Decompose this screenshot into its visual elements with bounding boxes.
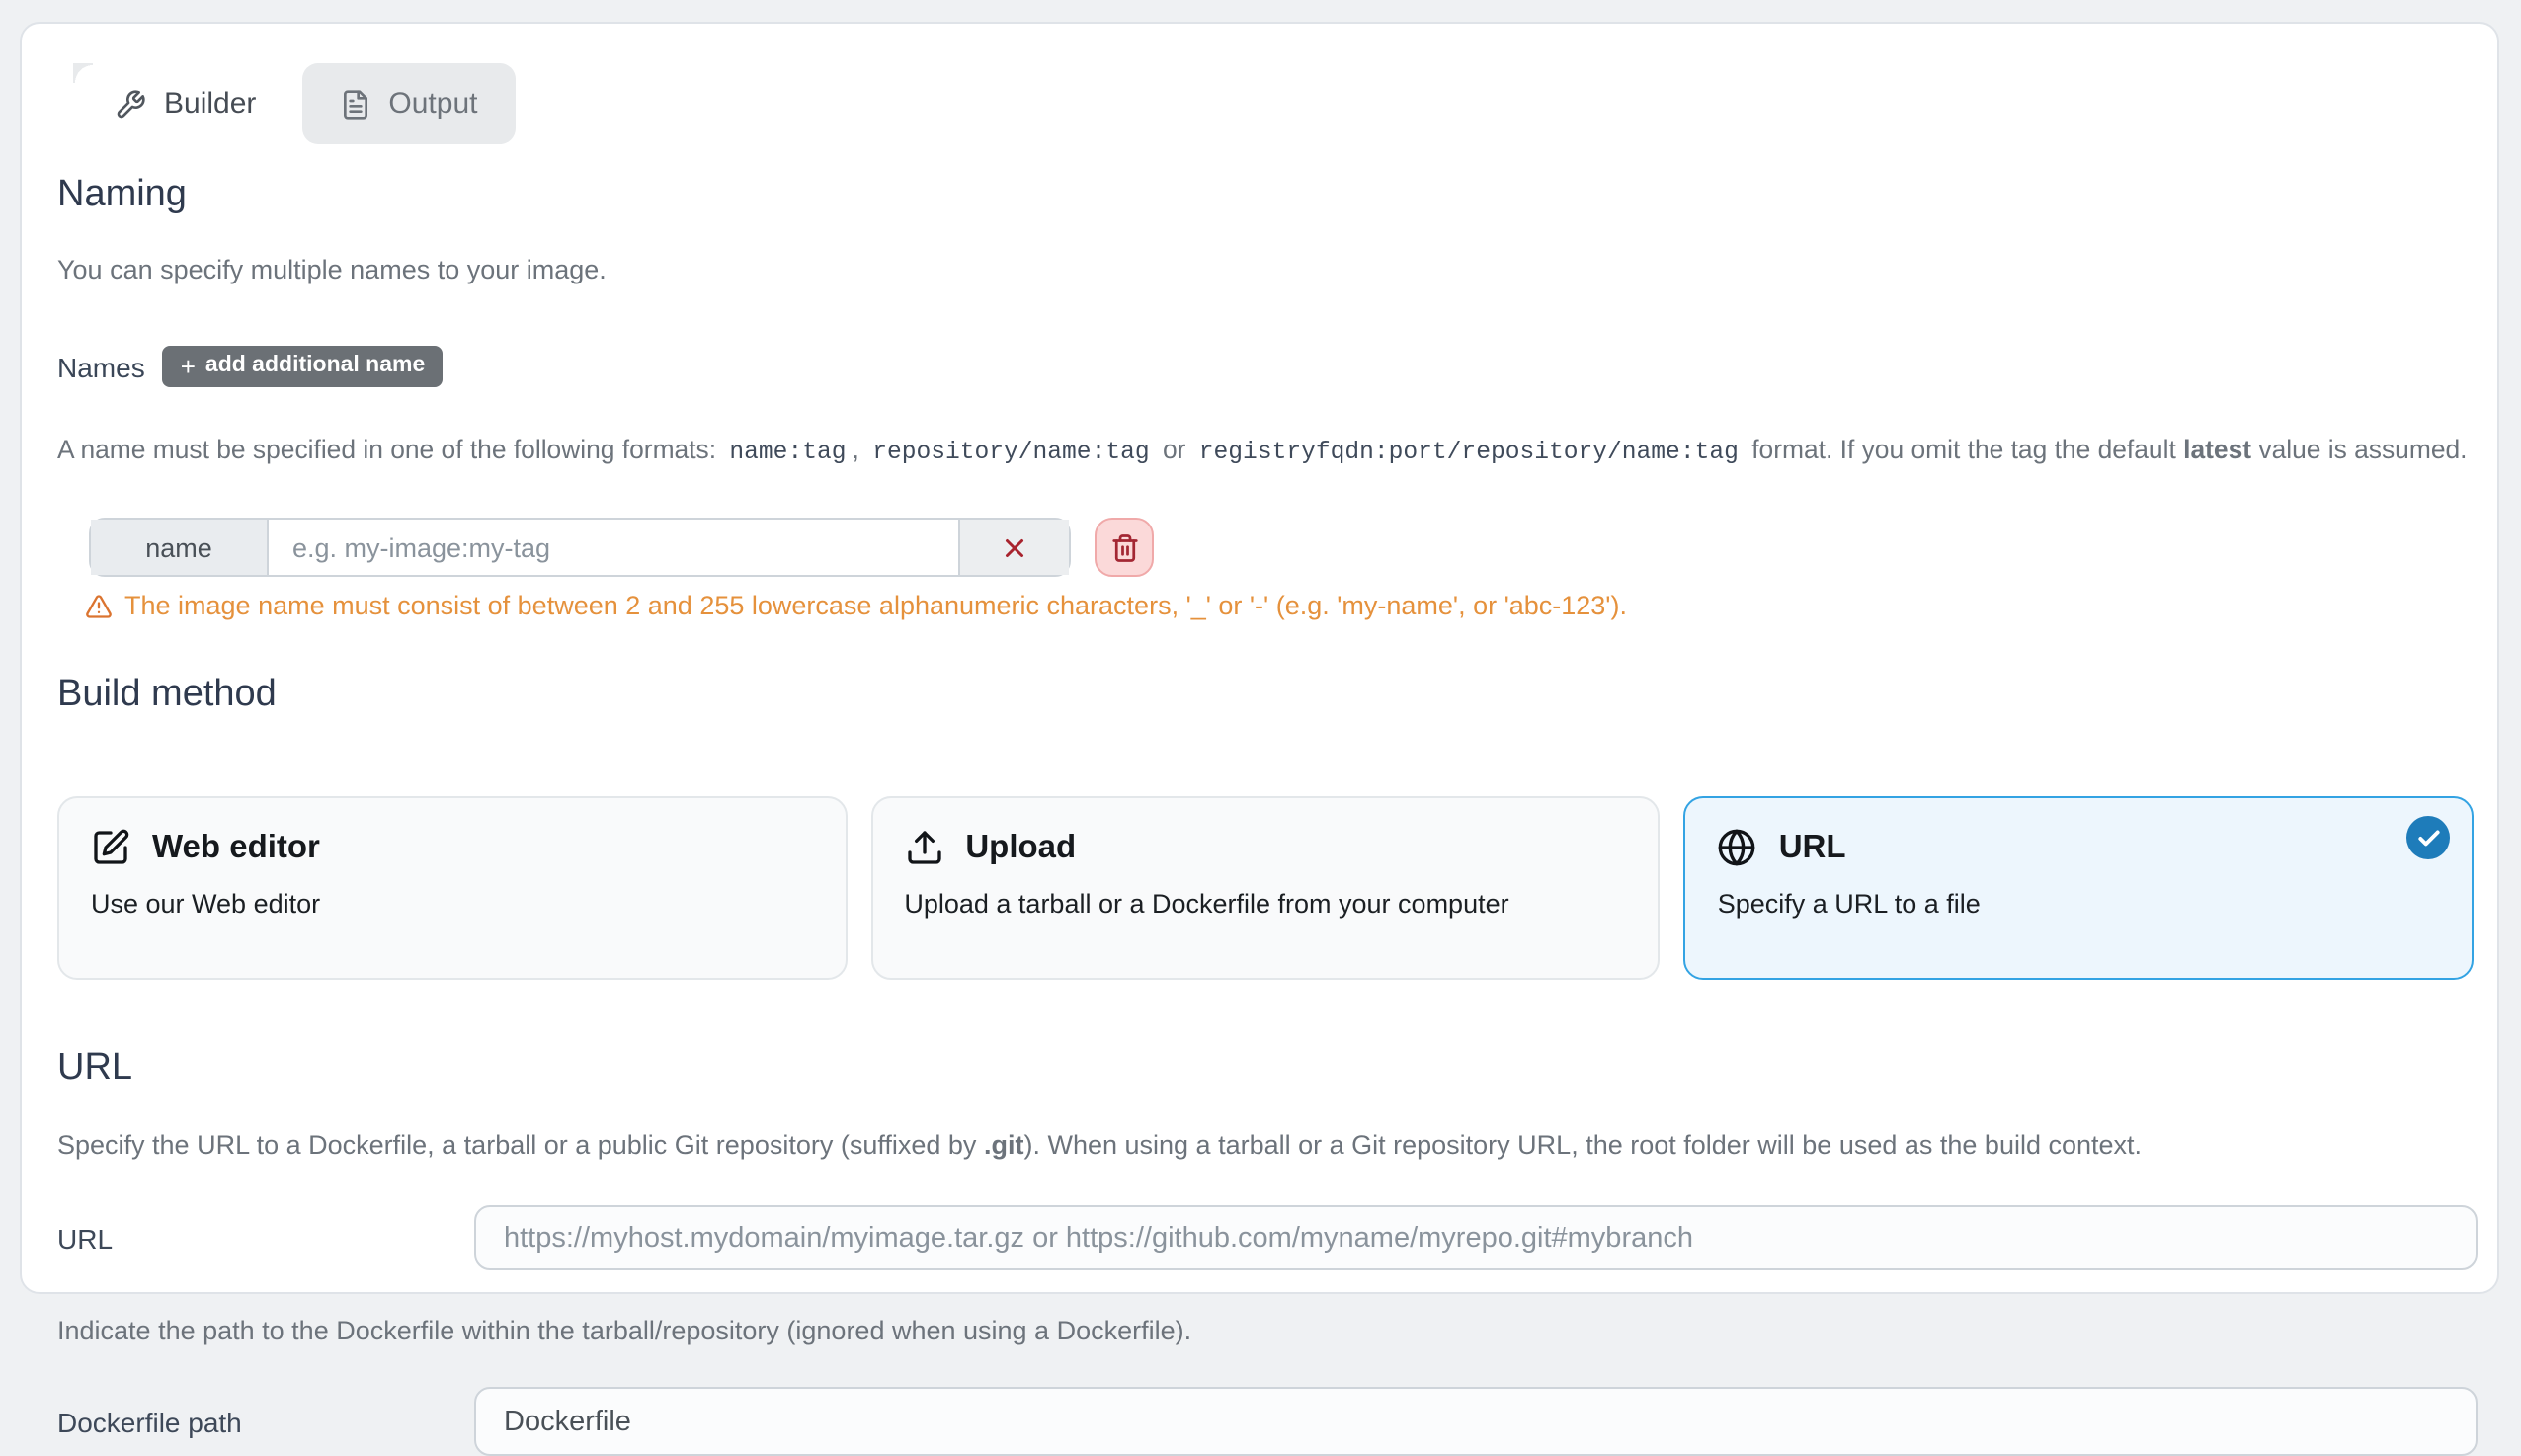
url-label: URL [57, 1222, 114, 1254]
format-code-repository-name-tag: repository/name:tag [872, 439, 1150, 466]
warning-text: The image name must consist of between 2 and 255 lowercase alphanumeric characters, '_' or '-' (e.g. 'my-name', or 'abc-123'). [124, 591, 1627, 620]
tab-output[interactable] [301, 63, 515, 144]
build-method-options [57, 796, 2474, 980]
naming-description: You can specify multiple names to your image. [57, 255, 607, 284]
build-image-widget [20, 22, 2499, 1437]
format-separator-2: or [1162, 435, 1186, 464]
clear-name-button[interactable] [958, 520, 1069, 575]
name-input-row [89, 518, 2478, 577]
x-icon [1000, 532, 1029, 562]
dockerfile-note: Indicate the path to the Dockerfile within the tarball/repository (ignored when using a Dockerfile). [57, 1316, 1192, 1345]
build-method-option-url[interactable] [1684, 796, 2474, 980]
build-method-option-upload[interactable] [870, 796, 1660, 980]
option-subtitle: Use our Web editor [91, 889, 321, 919]
add-additional-name-button[interactable] [163, 346, 444, 387]
format-latest-bold: latest [2183, 435, 2252, 464]
tabstrip-corner [73, 63, 93, 83]
tab-builder[interactable] [77, 63, 293, 144]
names-label: Names [57, 351, 145, 382]
url-description-part2: ). When using a tarball or a Git repository URL, the root folder will be used as the build context. [1023, 1130, 2143, 1160]
url-description-git-bold: .git [983, 1130, 1024, 1160]
alert-triangle-icon [85, 592, 113, 619]
add-button-label: add additional name [204, 354, 426, 377]
name-validation-warning [85, 591, 2478, 620]
tab-builder-label: Builder [164, 87, 257, 121]
format-outro-1: format. If you omit the tag the default [1751, 435, 2176, 464]
format-code-registry-fqdn: registryfqdn:port/repository/name:tag [1198, 439, 1739, 466]
dockerfile-path-row [57, 1387, 2478, 1456]
name-format-hint [57, 431, 2478, 472]
tab-output-label: Output [388, 87, 478, 121]
trash-icon [1109, 532, 1139, 562]
section-title-url: URL [57, 1047, 133, 1089]
format-intro: A name must be specified in one of the following formats: [57, 435, 717, 464]
option-title: URL [1778, 829, 1846, 864]
name-input-group [89, 518, 1071, 577]
dockerfile-path-label: Dockerfile path [57, 1406, 242, 1437]
image-name-input[interactable] [269, 520, 958, 575]
url-input[interactable] [474, 1205, 2478, 1270]
build-method-option-web-editor[interactable] [57, 796, 847, 980]
names-row [57, 346, 2478, 387]
url-description [57, 1126, 2478, 1166]
format-separator-1: , [852, 435, 859, 464]
url-field-row [57, 1205, 2478, 1270]
globe-icon [1718, 828, 1757, 867]
plus-icon: + [180, 351, 196, 380]
url-description-part1: Specify the URL to a Dockerfile, a tarball or a public Git repository (suffixed by [57, 1130, 977, 1160]
option-title: Upload [965, 829, 1077, 864]
name-prefix-addon: name [91, 520, 269, 575]
tab-strip [77, 63, 2478, 144]
option-title: Web editor [152, 829, 320, 864]
format-outro-2: value is assumed. [2258, 435, 2468, 464]
edit-icon [91, 828, 130, 867]
wrench-icon [115, 88, 146, 120]
dockerfile-path-input[interactable] [474, 1387, 2478, 1456]
option-subtitle: Specify a URL to a file [1717, 889, 1981, 919]
check-icon [2415, 825, 2441, 850]
option-subtitle: Upload a tarball or a Dockerfile from your computer [904, 889, 1509, 919]
file-text-icon [339, 88, 370, 120]
selected-check-badge [2406, 816, 2450, 859]
section-title-build-method: Build method [57, 674, 277, 715]
format-code-name-tag: name:tag [729, 439, 847, 466]
section-title-naming: Naming [57, 174, 187, 215]
delete-name-button[interactable] [1095, 518, 1154, 577]
upload-icon [904, 828, 943, 867]
